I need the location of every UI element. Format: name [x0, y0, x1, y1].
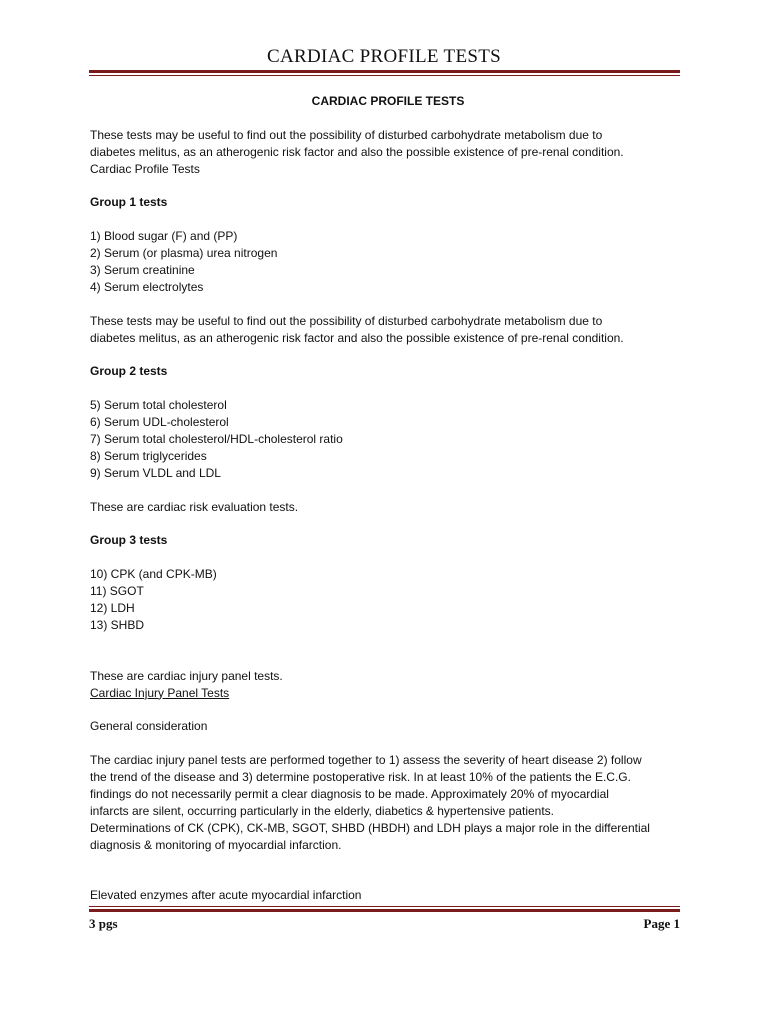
- list-item: 3) Serum creatinine: [90, 263, 195, 278]
- document-body: [90, 93, 686, 904]
- footer-page-count: 3 pgs: [89, 916, 118, 931]
- header-title: CARDIAC PROFILE TESTS: [267, 46, 501, 67]
- general-line: findings do not necessarily permit a clear diagnosis to be made. Approximately 20% of myocardial: [90, 786, 609, 801]
- footer-rule-thin: [89, 906, 680, 907]
- group3-note: These are cardiac injury panel tests.: [90, 668, 283, 683]
- intro-line: These tests may be useful to find out the possibility of disturbed carbohydrate metabolism due to: [90, 127, 603, 142]
- intro-line: Cardiac Profile Tests: [90, 161, 200, 176]
- group2-note: These are cardiac risk evaluation tests.: [90, 499, 299, 514]
- list-item: 6) Serum UDL-cholesterol: [90, 415, 229, 430]
- list-item: 13) SHBD: [90, 617, 145, 632]
- list-item: 12) LDH: [90, 601, 135, 616]
- list-item: 1) Blood sugar (F) and (PP): [90, 229, 238, 244]
- document-title: CARDIAC PROFILE TESTS: [311, 94, 465, 108]
- list-item: 10) CPK (and CPK-MB): [90, 567, 217, 582]
- general-line: diagnosis & monitoring of myocardial infarction.: [90, 837, 342, 852]
- list-item: 9) Serum VLDL and LDL: [90, 465, 221, 480]
- group1-heading: Group 1 tests: [90, 195, 168, 210]
- elevated-enzymes-heading: Elevated enzymes after acute myocardial infarction: [90, 888, 362, 903]
- group2-heading: Group 2 tests: [90, 364, 168, 379]
- general-line: The cardiac injury panel tests are performed together to 1) assess the severity of heart disease 2) follow: [90, 753, 642, 768]
- general-line: Determinations of CK (CPK), CK-MB, SGOT, SHBD (HBDH) and LDH plays a major role in the differential: [90, 820, 650, 835]
- list-item: 11) SGOT: [90, 584, 144, 599]
- list-item: 8) Serum triglycerides: [90, 448, 207, 463]
- header-rule-thin: [89, 75, 680, 76]
- intro-line: diabetes melitus, as an atherogenic risk factor and also the possible existence of pre-renal condition.: [90, 144, 624, 159]
- general-heading: General consideration: [90, 719, 208, 734]
- footer-rule-thick: [89, 909, 680, 912]
- list-item: 2) Serum (or plasma) urea nitrogen: [90, 246, 278, 261]
- group3-heading: Group 3 tests: [90, 533, 168, 548]
- list-item: 4) Serum electrolytes: [90, 279, 204, 294]
- list-item: 5) Serum total cholesterol: [90, 398, 227, 413]
- general-line: infarcts are silent, occurring particularly in the elderly, diabetics & hypertensive patients.: [90, 803, 554, 818]
- injury-panel-heading: Cardiac Injury Panel Tests: [90, 685, 230, 700]
- group1-note-line: These tests may be useful to find out the possibility of disturbed carbohydrate metabolism due to: [90, 313, 603, 328]
- header-rule-thick: [89, 70, 680, 73]
- footer-page-number: Page 1: [643, 916, 680, 931]
- group1-note-line: diabetes melitus, as an atherogenic risk factor and also the possible existence of pre-renal condition.: [90, 330, 624, 345]
- general-line: the trend of the disease and 3) determine postoperative risk. In at least 10% of the patients the E.C.G.: [90, 770, 631, 785]
- list-item: 7) Serum total cholesterol/HDL-cholesterol ratio: [90, 432, 343, 447]
